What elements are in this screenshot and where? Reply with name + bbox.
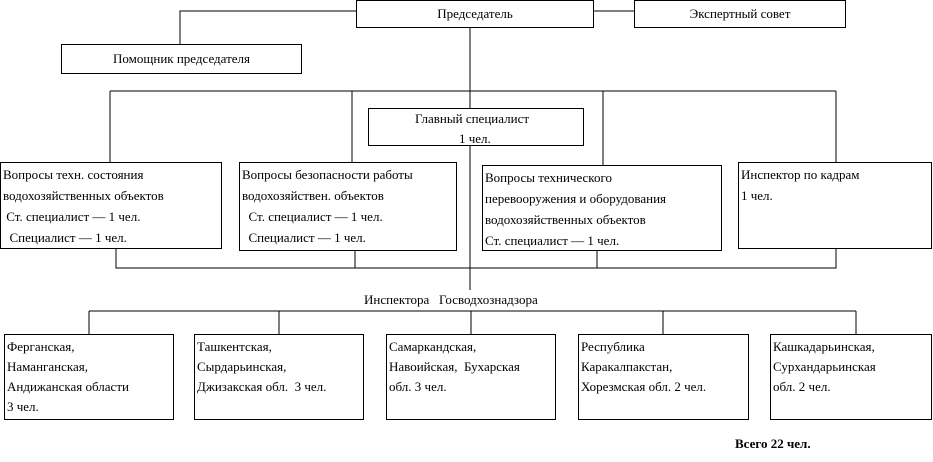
department-line: Ст. специалист — 1 чел. <box>3 209 141 224</box>
department-line: перевооружения и оборудования <box>485 191 667 206</box>
inspectors-label: Инспектора Госводхознадзора <box>364 292 538 307</box>
chief-specialist-count: 1 чел. <box>459 131 491 146</box>
region-line: обл. 2 чел. <box>773 379 831 394</box>
chief-specialist-title: Главный специалист <box>415 111 530 126</box>
region-line: Самаркандская, <box>389 339 477 354</box>
department-line: Ст. специалист — 1 чел. <box>242 209 383 224</box>
department-line: водохозяйствен. объектов <box>242 188 384 203</box>
region-box-kashkadarya <box>770 334 932 420</box>
department-line: Специалист — 1 чел. <box>3 230 127 245</box>
department-line: Вопросы технического <box>485 170 612 185</box>
region-line: Ферганская, <box>7 339 75 354</box>
region-line: Джизакская обл. 3 чел. <box>197 379 327 394</box>
assistant-box <box>61 44 302 74</box>
chief-specialist-box <box>368 108 584 146</box>
department-box-hr-inspector <box>738 162 932 249</box>
region-line: Кашкадарьинская, <box>773 339 875 354</box>
total-staff-label: Всего 22 чел. <box>735 436 811 451</box>
expert-council-label: Экспертный совет <box>689 6 791 21</box>
region-box-fergana <box>4 334 174 420</box>
department-line: Вопросы техн. состояния <box>3 167 144 182</box>
department-line: Ст. специалист — 1 чел. <box>485 233 620 248</box>
region-line: Сурхандарьинская <box>773 359 876 374</box>
region-line: 3 чел. <box>7 399 39 414</box>
assistant-label: Помощник председателя <box>112 51 251 66</box>
region-box-karakalpakstan <box>578 334 749 420</box>
chairman-label: Председатель <box>437 6 513 21</box>
chairman-box <box>356 0 594 28</box>
region-line: обл. 3 чел. <box>389 379 447 394</box>
department-line: Инспектор по кадрам <box>741 167 860 182</box>
expert-council-box <box>634 0 846 28</box>
region-line: Республика <box>581 339 645 354</box>
region-line: Наманганская, <box>7 359 88 374</box>
department-box-reequipment <box>482 165 722 251</box>
region-line: Навоийская, Бухарская <box>389 359 520 374</box>
department-line: Вопросы безопасности работы <box>242 167 413 182</box>
region-line: Сырдарьинская, <box>197 359 287 374</box>
region-line: Ташкентская, <box>197 339 272 354</box>
department-line: водохозяйственных объектов <box>485 212 646 227</box>
region-line: Каракалпакстан, <box>581 359 673 374</box>
department-line: Специалист — 1 чел. <box>242 230 366 245</box>
region-line: Андижанская области <box>7 379 129 394</box>
region-line: Хорезмская обл. 2 чел. <box>581 379 707 394</box>
department-line: водохозяйственных объектов <box>3 188 164 203</box>
region-box-samarkand <box>386 334 556 420</box>
department-line: 1 чел. <box>741 188 773 203</box>
region-box-tashkent <box>194 334 364 420</box>
department-box-tech-condition <box>0 162 222 249</box>
department-box-safety <box>239 162 457 251</box>
